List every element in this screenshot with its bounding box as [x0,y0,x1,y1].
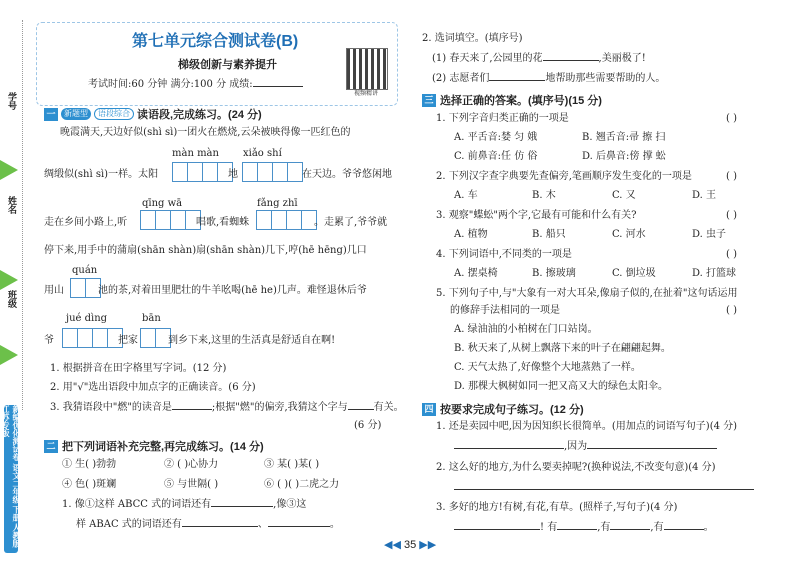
answer-paren[interactable]: ( ) [726,249,737,260]
word-5: ⑤ 与世隔( ) [164,479,219,490]
passage-line-5b: 池的茶,对着田里肥壮的牛羊吆喝(hē he)几声。难怪退休后爷 [98,285,367,296]
answer-blank[interactable] [489,80,545,81]
right-q2-1: (1) 春天来了,公园里的花 ,美丽极了! [432,53,646,64]
option-5c: C. 天气太热了,好像整个大地蒸熟了一样。 [454,362,641,373]
passage-line-6b: 把家 [118,335,138,346]
page-subtitle: 梯级创新与素养提升 [178,59,277,71]
option-1a: A. 平舌音:婪 匀 娥 [454,132,538,143]
answer-blank[interactable] [587,448,717,449]
option-3b: B. 船只 [532,229,566,240]
sec1-q3: 3. 我猜语段中"燃"的读音是 ;根据"燃"的偏旁,我猜这个字与 有关。 [50,402,404,413]
option-1d: D. 后鼻音:傍 撑 蚣 [582,151,666,162]
answer-paren[interactable]: ( ) [726,305,737,316]
answer-blank[interactable] [348,409,374,410]
series-brand: 新编优化测试卷 语文二年级 下册 人教版 江苏专版 [4,405,18,553]
name-label: 姓名 [7,196,17,214]
pinyin-xiaoshi: xiǎo shí [243,148,282,159]
passage-line-4: 停下来,用手中的蒲扇(shān shàn)扇(shān shàn)几下,哼(hē hēng)几口 [44,245,367,256]
word-1: ① 生( )勃勃 [62,459,117,470]
option-1b: B. 翘舌音:帚 擦 扫 [582,132,666,143]
option-2d: D. 王 [692,190,717,201]
sec1-q3-score: (6 分) [354,420,382,431]
answer-blank[interactable] [268,526,330,527]
qr-label: 视频精讲 [353,91,378,97]
sec4-q2: 2. 这么好的地方,为什么要卖掉呢?(换种说法,不改变句意)(4 分) [436,462,716,473]
page-number: ◀◀ 35 ▶▶ [384,539,437,551]
option-4a: A. 摆桌椅 [454,268,498,279]
answer-blank[interactable] [557,529,597,530]
answer-paren[interactable]: ( ) [726,171,737,182]
sec4-q2-answer [454,481,754,495]
right-q2-2: (2) 志愿者们 地帮助那些需要帮助的人。 [432,73,666,84]
option-4d: D. 打篮球 [692,268,737,279]
pinyin-quan: quán [72,265,98,276]
strip-marker [0,270,18,290]
sec2-q1-cont: 样 ABAC 式的词语还有 、 。 [76,519,340,530]
pinyin-fangzhi: fǎng zhī [257,198,298,209]
answer-blank[interactable] [182,526,258,527]
passage-line-3c: 。走累了,爷爷就 [314,217,388,228]
answer-paren[interactable]: ( ) [726,113,737,124]
answer-blank[interactable] [543,60,599,61]
passage-line-3b: 唱歌,看蜘蛛 [196,217,250,228]
strip-marker [0,160,18,180]
sec2-q1: 1. 像①这样 ABCC 式的词语还有 ,像③这 [62,499,307,510]
pinyin-jueding: jué dìng [66,313,108,324]
sec3-q1: 1. 下列字音归类正确的一项是 [436,113,569,124]
sec1-q1: 1. 根据拼音在田字格里写字词。(12 分) [50,363,227,374]
passage-line-2b: 地 [228,169,238,180]
class-label: 班级 [7,290,17,308]
answer-blank[interactable] [454,448,564,449]
passage-line-6c: 到乡下来,这里的生活真是舒适自在啊! [168,335,336,346]
sec3-q3: 3. 观察"蝶蚣"两个字,它最有可能和什么有关? [436,210,637,221]
answer-blank[interactable] [664,529,704,530]
dotted-line [22,20,23,410]
page-title: 第七单元综合测试卷(B) [132,33,299,50]
answer-blank[interactable] [172,409,212,410]
sec4-q1-answer: ,因为 [454,440,717,454]
tianzige-jueding[interactable] [62,328,122,348]
passage-line-2c: 在天边。爷爷悠闲地 [302,169,392,180]
section-3-heading: 三 选择正确的答案。(填序号)(15 分) [422,92,602,108]
option-5d: D. 那棵大枫树如同一把又高又大的绿色太阳伞。 [454,381,669,392]
qr-code-icon[interactable] [346,48,388,90]
answer-paren[interactable]: ( ) [726,210,737,221]
tianzige-ban[interactable] [140,328,170,348]
word-2: ② ( )心协力 [164,459,219,470]
tianzige-fangzhi[interactable] [256,210,316,230]
sec4-q3: 3. 多好的地方!有树,有花,有草。(照样子,写句子)(4 分) [436,502,678,513]
tianzige-manman[interactable] [172,162,232,182]
sec3-q5-cont: 的修辞手法相同的一项是 [450,305,560,316]
binding-strip [0,0,30,563]
passage-line-2a: 绸缎似(shì sì)一样。太阳 [44,169,159,180]
option-4c: C. 倒垃圾 [612,268,656,279]
student-id-label: 学号 [7,92,17,110]
option-3c: C. 河水 [612,229,646,240]
section-1-heading: 一 新题型 语段综合 读语段,完成练习。(24 分) [44,106,262,122]
sec4-q3-answer: ! 有 ,有 ,有 。 [454,521,714,535]
option-2c: C. 又 [612,190,636,201]
passage-line-1: 晚霞满天,天边好似(shì sì)一团火在燃烧,云朵被映得像一匹红色的 [60,127,351,138]
next-arrows-icon: ▶▶ [416,539,437,551]
passage-line-6a: 爷 [44,335,54,346]
answer-blank[interactable] [610,529,650,530]
answer-blank[interactable] [211,506,273,507]
passage-line-5a: 用山 [44,285,64,296]
prev-arrows-icon: ◀◀ [384,539,404,551]
option-5b: B. 秋天来了,从树上飘落下来的叶子在翩翩起舞。 [454,343,671,354]
right-q2: 2. 选词填空。(填序号) [422,33,523,44]
passage-line-3a: 走在乡间小路上,听 [44,217,128,228]
sec3-q5: 5. 下列句子中,与"大象有一对大耳朵,像扇子似的,在扯着"这句话运用 [436,288,738,299]
sec1-q2: 2. 用"√"选出语段中加点字的正确读音。(6 分) [50,382,256,393]
strip-marker [0,345,18,365]
answer-blank[interactable] [454,489,754,490]
tianzige-qingwa[interactable] [140,210,200,230]
pinyin-qingwa: qīng wā [142,198,183,209]
sec3-q2: 2. 下列汉字查字典要先查偏旁,笔画顺序发生变化的一项是 [436,171,692,182]
option-3a: A. 植物 [454,229,488,240]
section-4-heading: 四 按要求完成句子练习。(12 分) [422,401,584,417]
sec4-q1: 1. 还是卖园中吧,因为因知织长很简单。(用加点的词语写句子)(4 分) [436,421,738,432]
pinyin-ban: bān [142,313,161,324]
section-2-heading: 二 把下列词语补充完整,再完成练习。(14 分) [44,438,264,454]
exam-info: 考试时间:60 分钟 满分:100 分 成绩: [88,78,303,92]
word-6: ⑥ ( )( )二虎之力 [264,479,340,490]
tianzige-xiaoshi[interactable] [242,162,302,182]
tianzige-quan[interactable] [70,278,100,298]
option-2b: B. 木 [532,190,556,201]
pinyin-manman: màn màn [172,148,219,159]
word-4: ④ 色( )斑斓 [62,479,117,490]
option-2a: A. 车 [454,190,478,201]
option-1c: C. 前鼻音:任 仿 俗 [454,151,538,162]
option-4b: B. 擦玻璃 [532,268,576,279]
option-3d: D. 虫子 [692,229,727,240]
option-5a: A. 绿油油的小柏树在门口站岗。 [454,324,598,335]
word-3: ③ 某( )某( ) [264,459,320,470]
sec3-q4: 4. 下列词语中,不同类的一项是 [436,249,572,260]
score-blank[interactable] [253,86,303,87]
answer-blank[interactable] [454,529,540,530]
